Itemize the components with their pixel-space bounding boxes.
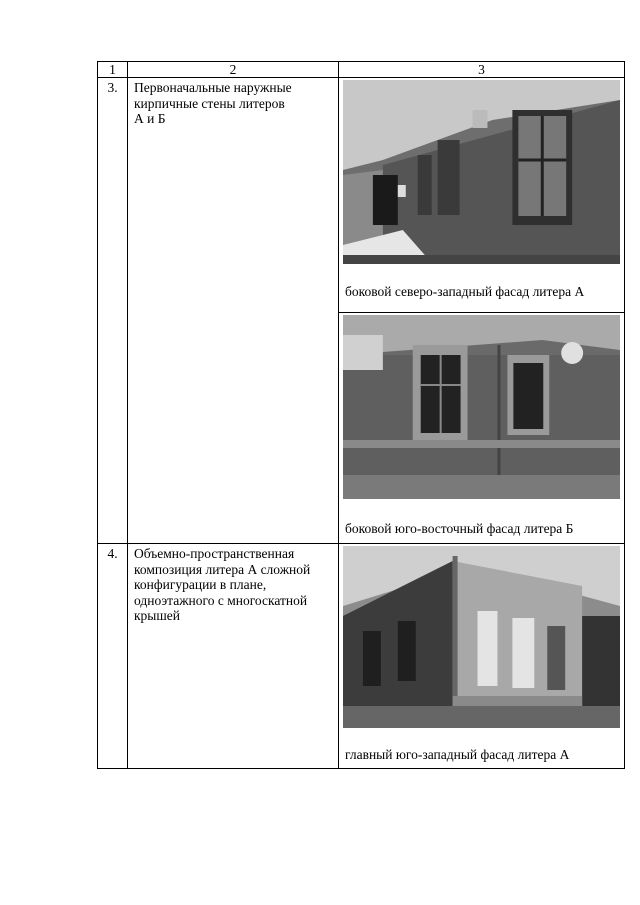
- row-description: [128, 78, 339, 544]
- row-number: 3.: [98, 78, 128, 544]
- facade-photo: [343, 315, 620, 499]
- document-table: [97, 61, 625, 769]
- photo-caption: боковой северо-западный фасад литера А: [345, 284, 585, 299]
- table-header-row: [98, 62, 625, 78]
- facade-photo: [343, 80, 620, 264]
- header-col-3: 3: [339, 62, 625, 78]
- photo-caption: главный юго-западный фасад литера А: [345, 747, 570, 762]
- facade-photo: [343, 546, 620, 728]
- description-line: Объемно-пространственная: [134, 546, 295, 561]
- row-photos: [339, 544, 625, 769]
- description-line: одноэтажного с многоскатной: [134, 592, 308, 608]
- description-line: конфигурации в плане,: [134, 577, 267, 592]
- row-number: 4.: [98, 544, 128, 769]
- row-description: [128, 544, 339, 769]
- photo-caption: боковой юго-восточный фасад литера Б: [345, 521, 574, 536]
- cell-spacer: [339, 763, 624, 768]
- table-row: [98, 544, 625, 769]
- row-photos: [339, 78, 625, 544]
- table-row: [98, 78, 625, 544]
- description-line: кирпичные стены литеров: [134, 95, 285, 111]
- description-line: композиция литера А сложной: [134, 561, 311, 577]
- description-line: А и Б: [134, 111, 166, 126]
- header-col-2: 2: [128, 62, 339, 78]
- photo-divider: [339, 312, 624, 313]
- header-col-1: 1: [98, 62, 128, 78]
- cell-spacer: [339, 537, 624, 543]
- description-line: крышей: [134, 608, 180, 623]
- description-line: Первоначальные наружные: [134, 80, 292, 95]
